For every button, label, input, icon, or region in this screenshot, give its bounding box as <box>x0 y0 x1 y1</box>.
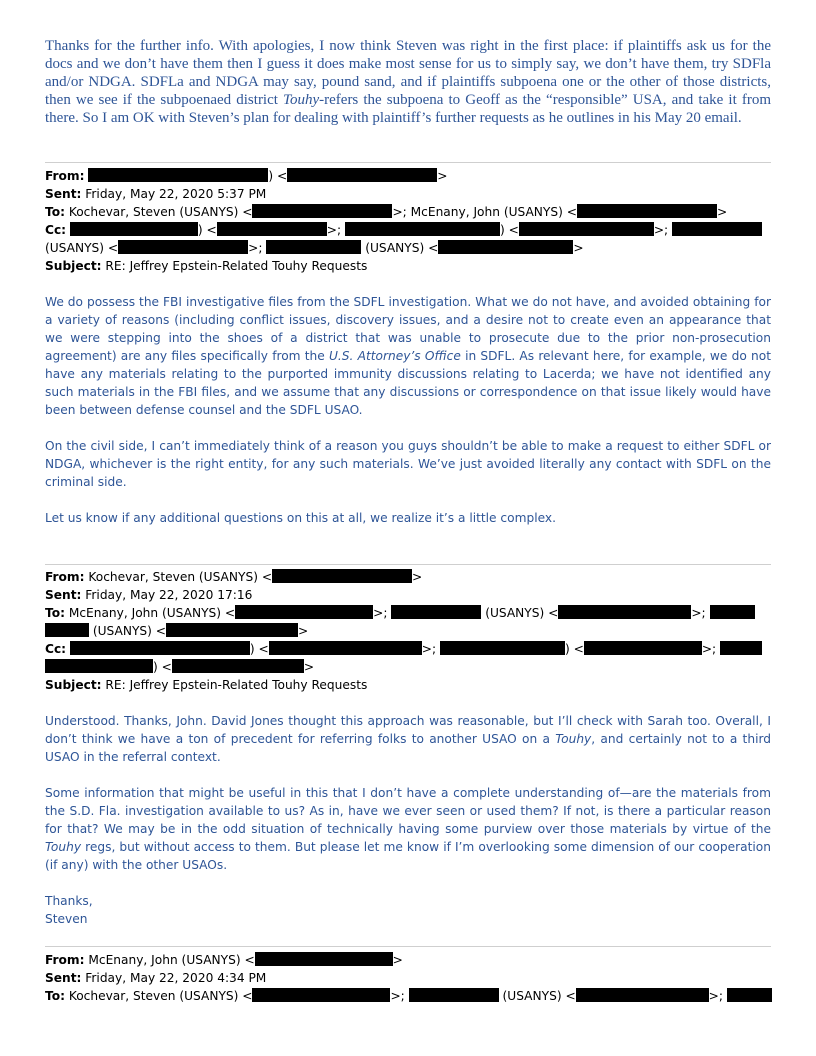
body-italic: Touhy <box>555 732 592 746</box>
cc-line <box>45 221 771 239</box>
subject-value: RE: Jeffrey Epstein-Related Touhy Requests <box>105 678 368 692</box>
delimiter: >; <box>691 606 706 620</box>
sender: McEnany, John (USANYS) < <box>88 953 255 967</box>
redaction <box>266 240 361 254</box>
redaction <box>584 641 702 655</box>
from-line <box>45 951 771 969</box>
redaction <box>217 222 327 236</box>
sent-line <box>45 586 771 604</box>
sent-label: Sent: <box>45 187 82 201</box>
redaction <box>672 222 762 236</box>
redaction <box>440 641 565 655</box>
cc-line <box>45 640 771 658</box>
email-separator <box>45 564 771 565</box>
redaction <box>88 168 268 182</box>
delimiter: > <box>392 953 403 967</box>
body-italic: U.S. Attorney’s Office <box>329 349 461 363</box>
subject-label: Subject: <box>45 678 102 692</box>
redaction <box>287 168 437 182</box>
cc-line-cont <box>45 658 771 676</box>
redaction <box>252 204 392 218</box>
redaction <box>252 988 390 1002</box>
delimiter: ) < <box>153 660 172 674</box>
delimiter: ) < <box>499 223 519 237</box>
delimiter: ) < <box>268 169 288 183</box>
delimiter: > <box>716 205 728 219</box>
touhy-term: Touhy <box>283 92 320 108</box>
recipient: (USANYS) < <box>45 241 119 255</box>
subject-line <box>45 676 771 694</box>
top-message <box>45 37 771 127</box>
delimiter: > <box>573 241 584 255</box>
redaction <box>235 605 373 619</box>
delimiter: ) < <box>564 642 584 656</box>
redaction <box>710 605 755 619</box>
delimiter: > <box>303 660 315 674</box>
redaction <box>45 623 89 637</box>
to-line <box>45 203 771 221</box>
delimiter: >; <box>248 241 263 255</box>
body-italic: Touhy <box>45 840 82 854</box>
to-label: To: <box>45 989 65 1003</box>
delimiter: > <box>437 169 448 183</box>
sent-value: Friday, May 22, 2020 4:34 PM <box>85 971 267 985</box>
from-line <box>45 568 771 586</box>
recipient: >; McEnany, John (USANYS) < <box>392 205 577 219</box>
sent-line <box>45 185 771 203</box>
delimiter: > <box>298 624 309 638</box>
body-text: regs, but without access to them. But please let me know if I’m overlooking some dimension of our cooperation (if any) with the other USAOs. <box>45 840 771 872</box>
cc-label: Cc: <box>45 642 67 656</box>
delimiter: >; <box>708 989 723 1003</box>
delimiter: >; <box>373 606 388 620</box>
from-label: From: <box>45 953 85 967</box>
redaction <box>255 952 393 966</box>
email-separator <box>45 946 771 947</box>
top-message-text-cont: -refers the subpoena to Geoff as the “responsible” USA, and take it from there. So I am OK with Steven’s plan for dealing with plaintiff’s further requests as he outlines in his May 20 email. <box>45 92 771 126</box>
email-header <box>45 568 771 694</box>
sent-value: Friday, May 22, 2020 17:16 <box>85 588 253 602</box>
from-line <box>45 167 771 185</box>
delimiter: >; <box>326 223 342 237</box>
recipient: Kochevar, Steven (USANYS) < <box>68 205 253 219</box>
delimiter: ) < <box>249 642 269 656</box>
delimiter: >; <box>653 223 669 237</box>
body-paragraph: Let us know if any additional questions on this at all, we realize it’s a little complex. <box>45 511 556 525</box>
to-line-cont <box>45 622 771 640</box>
recipient: (USANYS) < <box>365 241 439 255</box>
body-paragraph <box>45 712 771 766</box>
body-paragraph: On the civil side, I can’t immediately think of a reason you guys shouldn’t be able to make a request to either SDFL or NDGA, whichever is the right entity, for any such materials. We’ve just avoided literally any contact with SDFL on the criminal side. <box>45 439 771 489</box>
sent-label: Sent: <box>45 588 82 602</box>
delimiter: > <box>412 570 423 584</box>
body-text: Understood. Thanks, John. David Jones thought this approach was reasonable, but I’ll check with Sarah too. Overall, I don’t think we have a ton of precedent for referring folks to another USAO on a <box>45 714 771 746</box>
body-text: , and certainly not to a third USAO in the referral context. <box>45 732 771 764</box>
to-label: To: <box>45 205 65 219</box>
recipient: (USANYS) < <box>485 606 559 620</box>
sent-value: Friday, May 22, 2020 5:37 PM <box>85 187 267 201</box>
to-line <box>45 604 771 622</box>
redaction <box>345 222 500 236</box>
sent-label: Sent: <box>45 971 82 985</box>
recipient: (USANYS) < <box>92 624 166 638</box>
redaction <box>727 988 772 1002</box>
redaction <box>172 659 304 673</box>
body-text: in SDFL. As relevant here, for example, we do not have any materials relating to the purported immunity discussions relating to Lacerda; we have not identified any such materials in the FBI files, and we assume that any discussions or correspondence on that issue likely would have been between defense counsel and the SDFL USAO. <box>45 349 771 417</box>
to-line <box>45 987 771 1005</box>
email-body <box>45 712 771 928</box>
body-paragraph <box>45 784 771 874</box>
redaction <box>70 641 250 655</box>
closing: Thanks, <box>45 894 93 908</box>
redaction <box>576 988 709 1002</box>
sender: Kochevar, Steven (USANYS) < <box>88 570 273 584</box>
delimiter: >; <box>421 642 437 656</box>
subject-label: Subject: <box>45 259 102 273</box>
signature: Steven <box>45 912 88 926</box>
email-header <box>45 167 771 275</box>
from-label: From: <box>45 169 85 183</box>
cc-line-cont <box>45 239 771 257</box>
redaction <box>391 605 481 619</box>
redaction <box>519 222 654 236</box>
email-separator <box>45 162 771 163</box>
redaction <box>577 204 717 218</box>
top-message-text: Thanks for the further info. With apologies, I now think Steven was right in the first place: if plaintiffs ask us for the docs and we don’t have them then I guess it does make most sense for us to simply say, we don’t have them, try SDFla and/or NDGA. SDFLa and NDGA may say, pound sand, and if plaintiffs subpoena one or the other of those districts, then we see if the subpoenaed district <box>45 38 771 108</box>
body-text: We do possess the FBI investigative files from the SDFL investigation. What we do not have, and avoided obtaining for a variety of reasons (including conflict issues, discovery issues, and a desire not to create even an appearance that we were stepping into the shoes of a district that was unable to prosecute due to the prior non-prosecution agreement) are any files specifically from the <box>45 295 771 363</box>
delimiter: ) < <box>197 223 217 237</box>
recipient: McEnany, John (USANYS) < <box>68 606 236 620</box>
body-paragraph <box>45 293 771 419</box>
redaction <box>118 240 248 254</box>
to-label: To: <box>45 606 65 620</box>
delimiter: >; <box>390 989 405 1003</box>
redaction <box>70 222 198 236</box>
email-header <box>45 951 771 1005</box>
sent-line <box>45 969 771 987</box>
redaction <box>438 240 573 254</box>
subject-line <box>45 257 771 275</box>
body-text: Some information that might be useful in this that I don’t have a complete understanding of—are the materials from the S.D. Fla. investigation available to us? As in, have we ever seen or used them? If not, is there a particular reason for that? We may be in the odd situation of technically having some purview over those materials by virtue of the <box>45 786 771 836</box>
recipient: (USANYS) < <box>502 989 576 1003</box>
from-label: From: <box>45 570 85 584</box>
redaction <box>272 569 412 583</box>
delimiter: >; <box>701 642 717 656</box>
recipient: Kochevar, Steven (USANYS) < <box>68 989 253 1003</box>
redaction <box>558 605 691 619</box>
cc-label: Cc: <box>45 223 67 237</box>
redaction <box>166 623 298 637</box>
redaction <box>45 659 153 673</box>
email-body <box>45 293 771 527</box>
subject-value: RE: Jeffrey Epstein-Related Touhy Requests <box>105 259 368 273</box>
redaction <box>409 988 499 1002</box>
redaction <box>269 641 422 655</box>
redaction <box>720 641 762 655</box>
